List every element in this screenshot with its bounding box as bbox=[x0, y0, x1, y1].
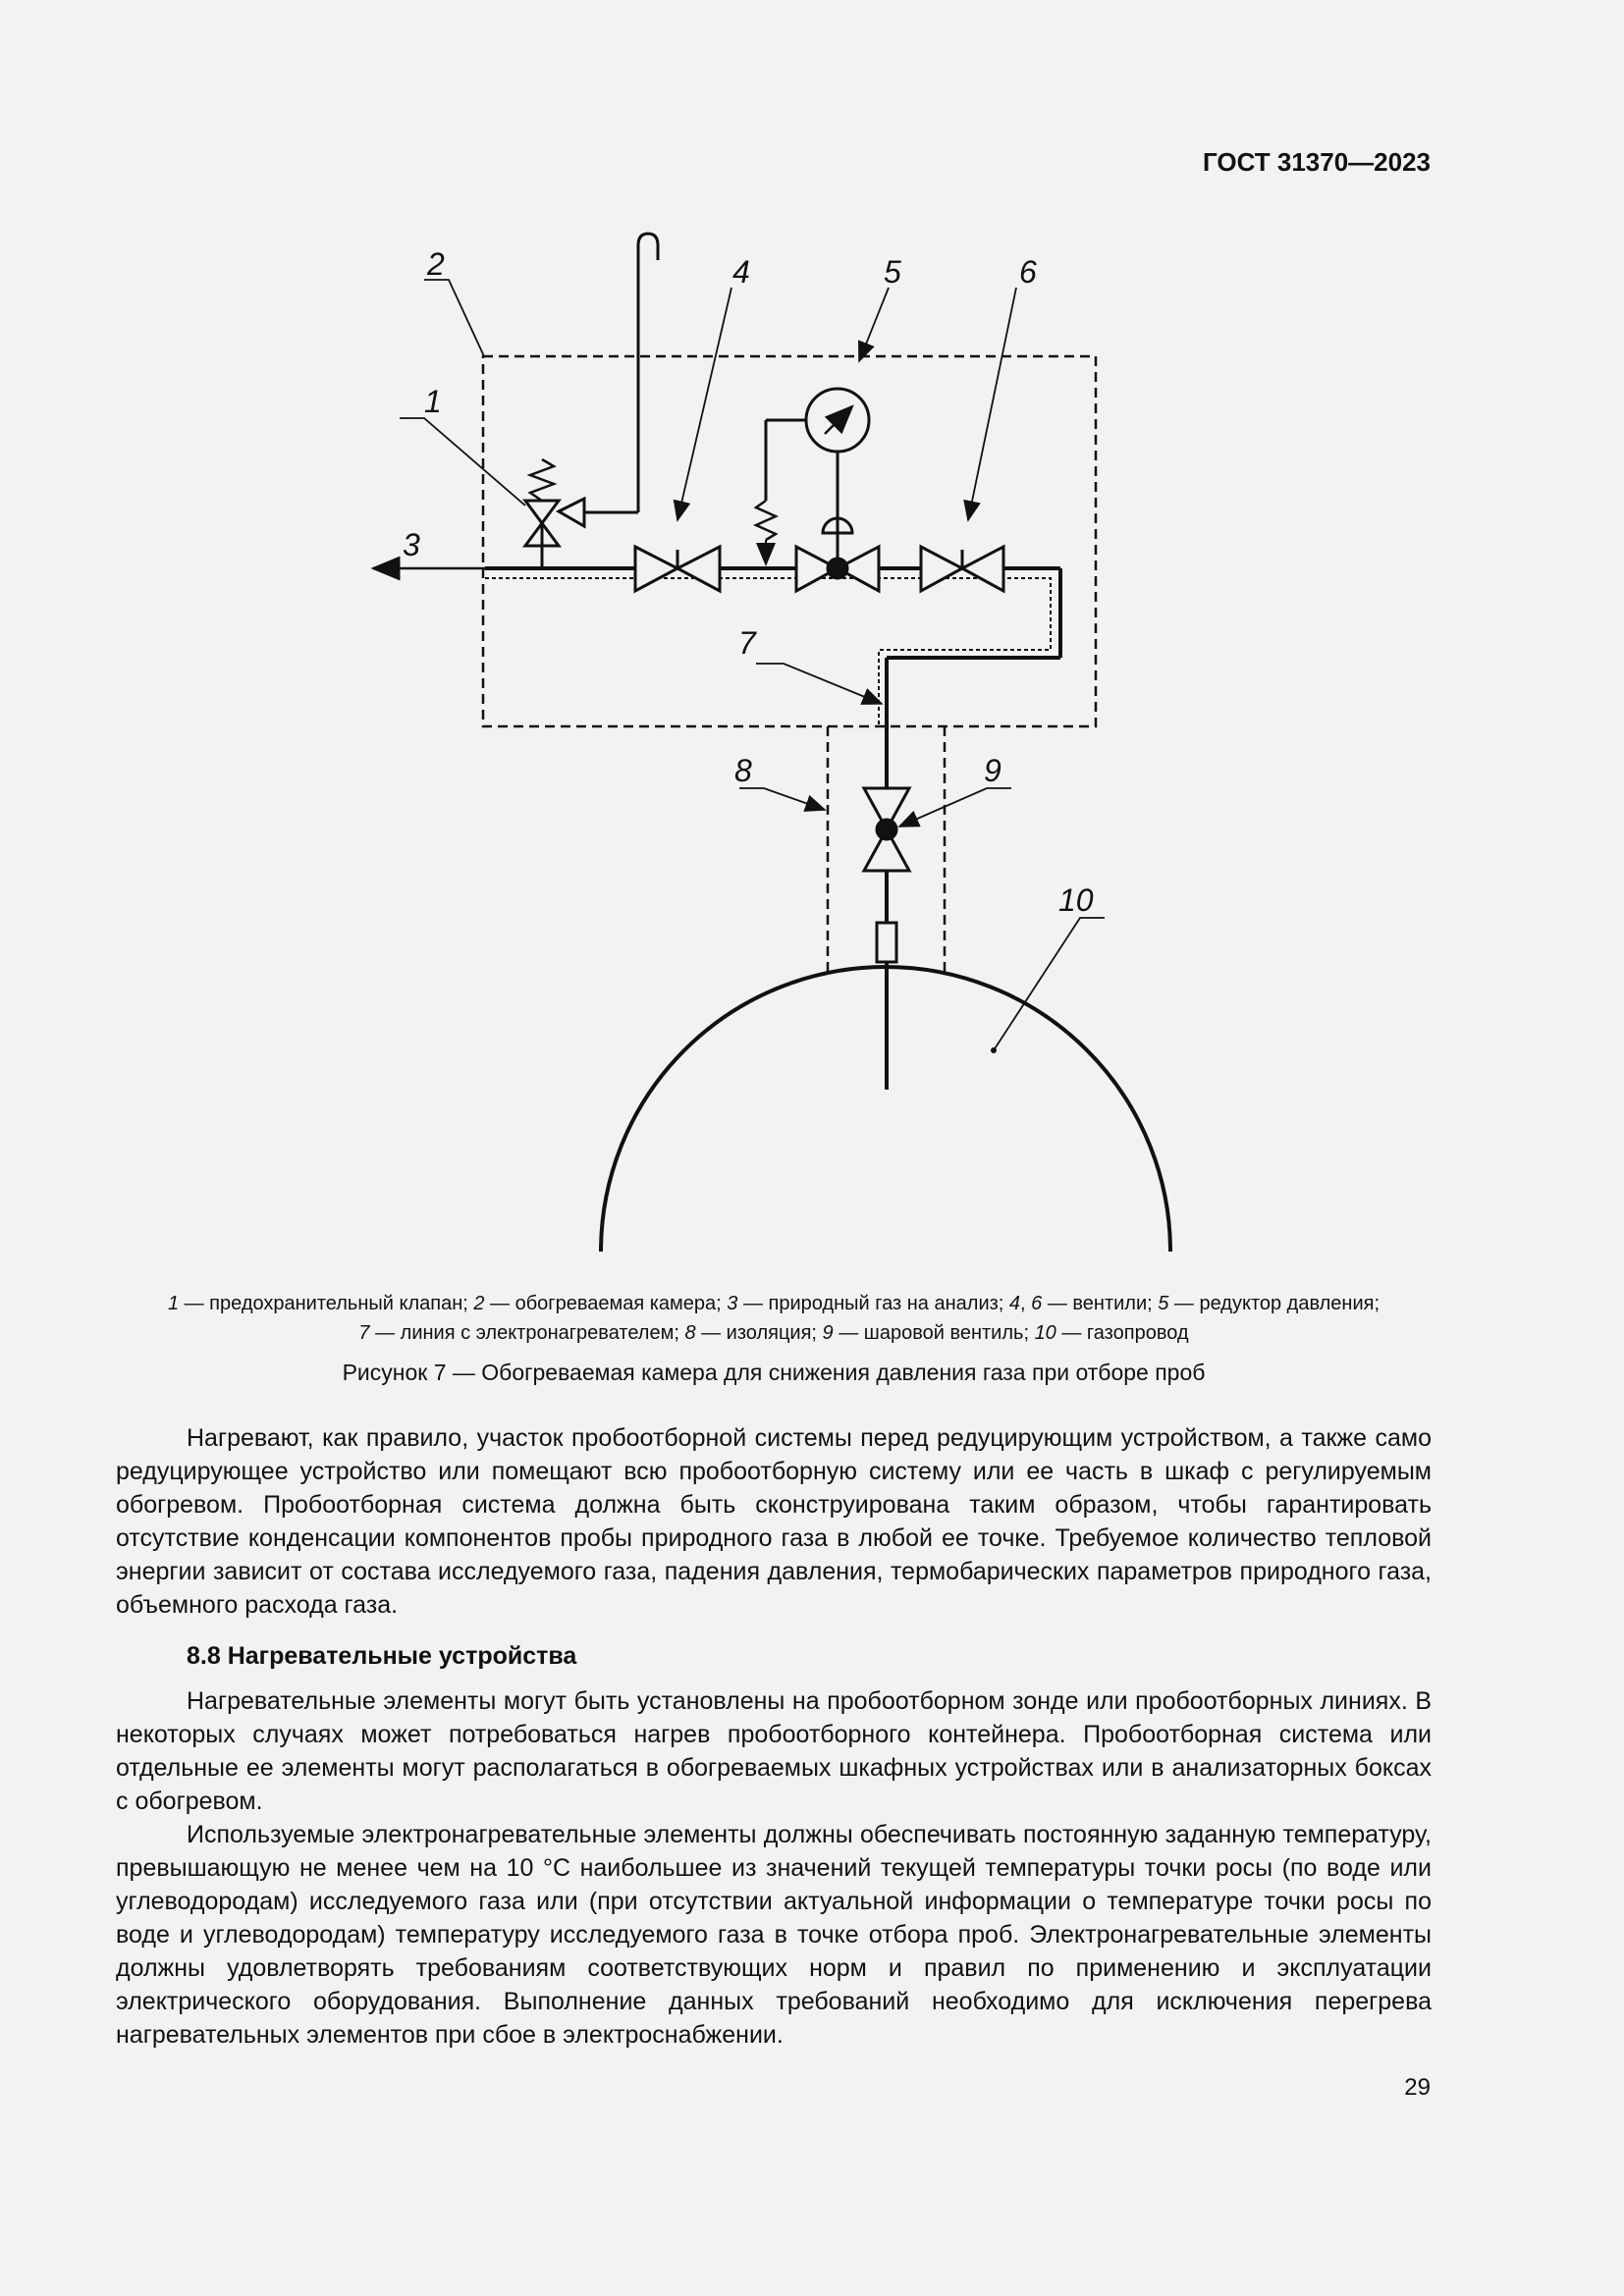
heated-chamber-outline bbox=[483, 356, 1096, 726]
figure-caption: Рисунок 7 — Обогреваемая камера для снижения давления газа при отборе проб bbox=[342, 1360, 1206, 1385]
legend-line-1: 1 — предохранительный клапан; 2 — обогреваемая камера; 3 — природный газ на анализ; 4, 6 — вентили; 5 — редуктор давления; bbox=[167, 1293, 1380, 1314]
label-6: 6 bbox=[1019, 254, 1037, 290]
label-8: 8 bbox=[734, 753, 752, 788]
body-text bbox=[116, 1421, 1432, 2052]
label-3: 3 bbox=[403, 527, 420, 562]
paragraph-3: Используемые электронагревательные элементы должны обеспечивать постоянную заданную температуру, превышающую не менее чем на 10 °С наибольшее из значений текущей температуры точки росы (по воде или углеводородам) исследуемого газа или (при отсутствии актуальной информации о температуре точки росы по воде и углеводородам) температуру исследуемого газа в точке отбора проб. Электронагревательные элементы должны удовлетворять требованиям соответствующих норм и правил по применению и эксплуатации электрического оборудования. Выполнение данных требований необходимо для исключения перегрева нагревательных элементов при сбое в электроснабжении. bbox=[116, 1821, 1432, 2049]
document-id-header: ГОСТ 31370—2023 bbox=[1203, 147, 1431, 177]
label-1: 1 bbox=[424, 384, 442, 419]
label-2: 2 bbox=[427, 246, 445, 282]
label-10: 10 bbox=[1058, 882, 1094, 918]
label-9: 9 bbox=[984, 753, 1001, 788]
legend-line-2: 7 — линия с электронагревателем; 8 — изоляция; 9 — шаровой вентиль; 10 — газопровод bbox=[358, 1322, 1189, 1344]
heated-chamber-diagram bbox=[344, 226, 1178, 1266]
paragraph-2: Нагревательные элементы могут быть установлены на пробоотборном зонде или пробоотборных линиях. В некоторых случаях может потребоваться нагрев пробоотборного контейнера. Пробоотборная система или отдельные ее элементы могут располагаться в обогреваемых шкафных устройствах или в анализаторных боксах с обогревом. bbox=[116, 1687, 1432, 1815]
page-number: 29 bbox=[1404, 2074, 1431, 2101]
label-5: 5 bbox=[884, 254, 901, 290]
label-7: 7 bbox=[738, 625, 756, 661]
figure-legend bbox=[116, 1289, 1432, 1348]
paragraph-1: Нагревают, как правило, участок пробоотборной системы перед редуцирующим устройством, а также само редуцирующее устройство или помещают всю пробоотборную систему или ее часть в шкаф с регулируемым обогревом. Пробоотборная система должна быть сконструирована таким образом, чтобы гарантировать отсутствие конденсации компонентов пробы природного газа в любой ее точке. Требуемое количество тепловой энергии зависит от состава исследуемого газа, падения давления, термобарических параметров природного газа, объемного расхода газа. bbox=[116, 1424, 1432, 1619]
label-4: 4 bbox=[732, 254, 750, 290]
section-heading: 8.8 Нагревательные устройства bbox=[187, 1642, 577, 1670]
